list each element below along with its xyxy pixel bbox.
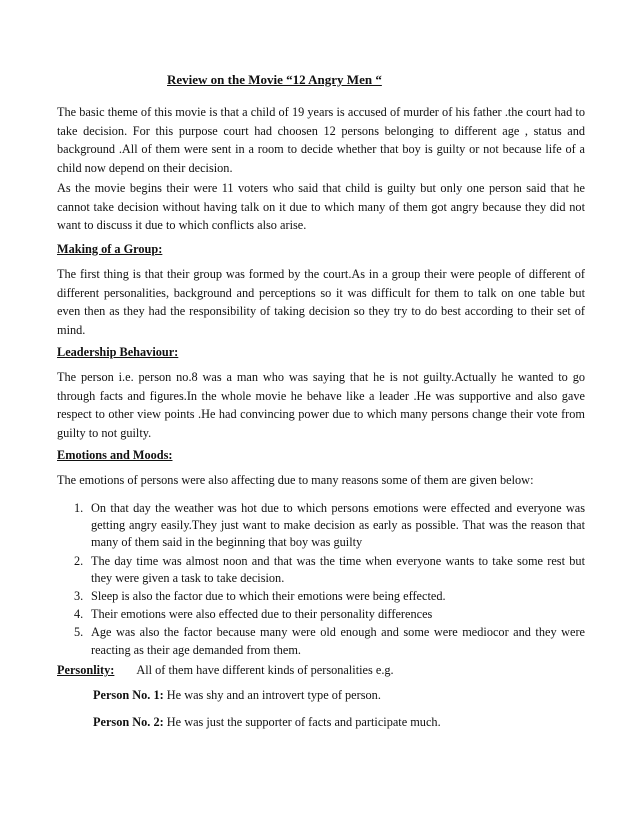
list-item	[57, 606, 585, 623]
leadership-heading: Leadership Behaviour:	[57, 345, 179, 359]
list-item-text: On that day the weather was hot due to which persons emotions were effected and everyone was getting angry easily.They just want to make decision as early as possible. That was the reason that many of them said in the beginning that boy was guilty	[91, 501, 585, 550]
list-number: 3.	[74, 589, 84, 604]
person-label: Person No. 2:	[93, 715, 164, 729]
emotions-heading: Emotions and Moods:	[57, 448, 173, 462]
list-item	[57, 588, 585, 605]
person-description: He was shy and an introvert type of person.	[166, 688, 381, 702]
person-entry-2	[93, 715, 441, 730]
list-item-text: Sleep is also the factor due to which their emotions were being effected.	[91, 589, 446, 604]
making-group-heading: Making of a Group:	[57, 242, 163, 256]
person-label: Person No. 1:	[93, 688, 164, 702]
list-number: 5.	[74, 625, 84, 640]
list-item	[57, 500, 585, 552]
list-item-text: Age was also the factor because many were old enough and some were mediocor and they were reacting as their age demanded from them.	[91, 625, 585, 657]
personality-row	[57, 663, 394, 678]
person-entry-1	[93, 688, 381, 703]
intro-paragraph-2: As the movie begins their were 11 voters who said that child is guilty but only one person said that he cannot take decision without having talk on it due to which many of them got angry because they did not want to discuss it due to which conflicts also arise.	[57, 181, 585, 233]
list-item	[57, 553, 585, 587]
list-number: 4.	[74, 607, 84, 622]
emotions-intro: The emotions of persons were also affecting due to many reasons some of them are given below:	[57, 473, 534, 487]
list-item-text: The day time was almost noon and that was the time when everyone wants to take some rest but they were given a task to take decision.	[91, 553, 585, 585]
personality-heading: Personlity:	[57, 663, 115, 677]
document-title: Review on the Movie “12 Angry Men “	[167, 72, 382, 87]
list-number: 1.	[74, 501, 84, 515]
leadership-paragraph: The person i.e. person no.8 was a man who was saying that he is not guilty.Actually he wanted to go through facts and figures.In the whole movie he behave like a leader .He was supportive and also gave respect to other view points .He had convincing power due to which many persons change their vote from guilty to not guilty.	[57, 370, 585, 440]
making-group-paragraph: The first thing is that their group was formed by the court.As in a group their were people of different of different personalities, background and perceptions so it was difficult for them to talk on one table but even then as they had the responsibility of taking decision so they try to do best according to their set of mind.	[57, 267, 585, 337]
list-number: 2.	[74, 553, 84, 568]
intro-paragraph-1: The basic theme of this movie is that a child of 19 years is accused of murder of his father .the court had to take decision. For this purpose court had choosen 12 persons belonging to different age , status and background .All of them were sent in a room to decide whether that boy is guilty or not because life of a child now depend on their decision.	[57, 105, 585, 175]
list-item-text: Their emotions were also effected due to their personality differences	[91, 607, 433, 622]
personality-intro: All of them have different kinds of personalities e.g.	[136, 663, 394, 677]
emotions-list	[57, 500, 585, 660]
person-description: He was just the supporter of facts and participate much.	[166, 715, 441, 729]
list-item	[57, 624, 585, 658]
